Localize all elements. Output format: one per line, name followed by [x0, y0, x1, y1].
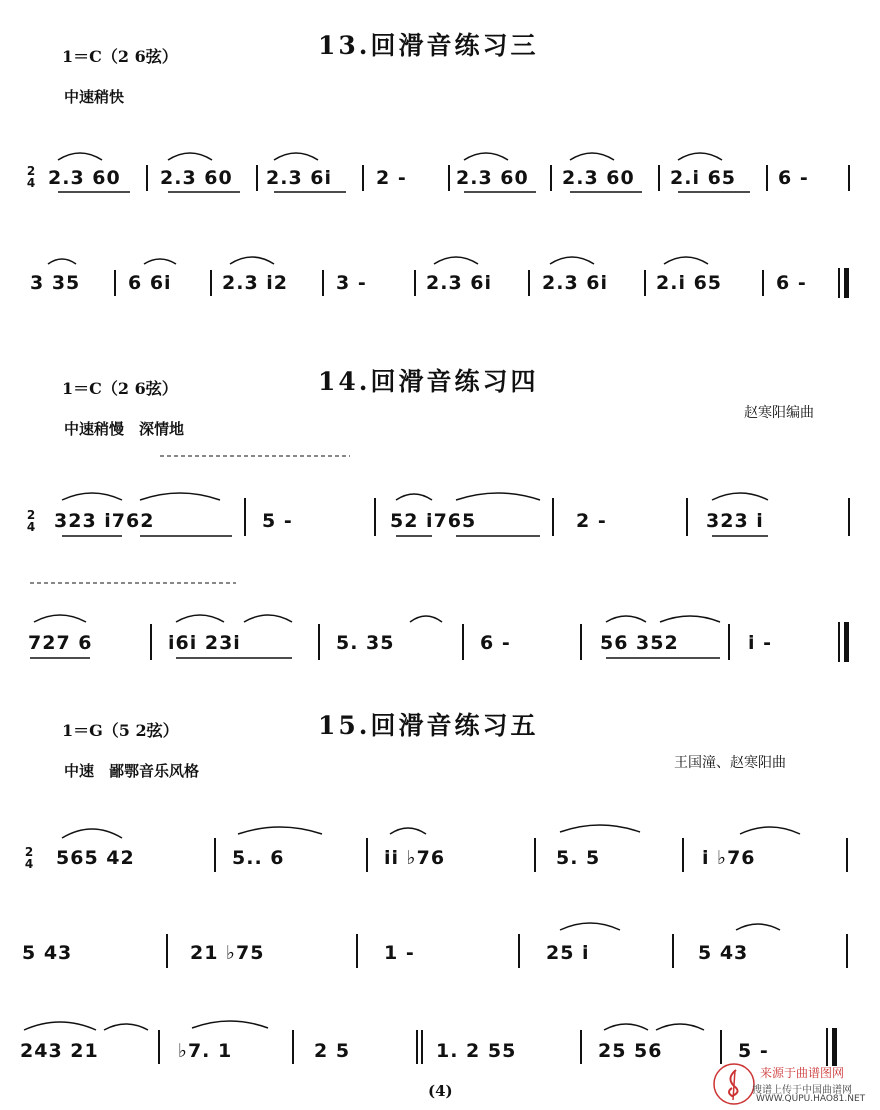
piece15-l2-m1: 5 43: [22, 942, 73, 964]
piece14-l1-m1: 323 i762: [54, 510, 155, 532]
piece13-tempo: 中速稍快: [64, 88, 125, 106]
watermark-line2: 搜谱上传于中国曲谱网: [752, 1085, 852, 1096]
piece13-l1-m1: 2.3 60: [48, 167, 121, 189]
piece15-tempo: 中速 鄙鄂音乐风格: [64, 762, 200, 780]
piece14-l1-m5: 323 i: [706, 510, 764, 532]
piece14-key: 1＝C（2 6弦）: [62, 379, 178, 398]
piece15-l3-m6: 5 -: [738, 1040, 769, 1062]
piece15-l1-m4: 5. 5: [556, 847, 601, 869]
piece15-l3-m2: ♭7. 1: [178, 1040, 233, 1062]
piece14-l2-m1: 727 6: [28, 632, 93, 654]
piece15-l1-m5: i ♭76: [702, 847, 756, 869]
piece15-l3-m4: 1. 2 55: [436, 1040, 517, 1062]
piece14-l2-m2: i6i 23i: [168, 632, 241, 654]
piece13-l2-m8: 6 -: [776, 272, 807, 294]
piece13-l2-m2: 6 6i: [128, 272, 172, 294]
piece15-l3-m1: 243 21: [20, 1040, 99, 1062]
piece13-l1-m7: 2.i 65: [670, 167, 737, 189]
piece13-time-signature: 2 4: [26, 164, 36, 190]
piece14-l1-m3: 52 i765: [390, 510, 477, 532]
piece14-l2-m5: 56 352: [600, 632, 679, 654]
piece15-l2-m5: 5 43: [698, 942, 749, 964]
piece13-l2-m7: 2.i 65: [656, 272, 723, 294]
slur-marks: [24, 153, 800, 1030]
piece15-l1-m2: 5.. 6: [232, 847, 285, 869]
piece15-l2-m3: 1 -: [384, 942, 415, 964]
piece13-l1-m4: 2 -: [376, 167, 407, 189]
piece13-l1-m6: 2.3 60: [562, 167, 635, 189]
piece14-composer: 赵寒阳编曲: [744, 405, 814, 421]
piece13-l2-m4: 3 -: [336, 272, 367, 294]
piece13-l1-m2: 2.3 60: [160, 167, 233, 189]
piece13-l2-m1: 3 35: [30, 272, 81, 294]
piece15-l2-m4: 25 i: [546, 942, 590, 964]
piece15-l1-m1: 565 42: [56, 847, 135, 869]
piece13-l2-m6: 2.3 6i: [542, 272, 609, 294]
piece13-l1-m5: 2.3 60: [456, 167, 529, 189]
piece13-l1-m3: 2.3 6i: [266, 167, 333, 189]
watermark-line1: 来源于曲谱图网: [760, 1066, 845, 1080]
piece15-l3-m5: 25 56: [598, 1040, 663, 1062]
piece13-l1-m8: 6 -: [778, 167, 809, 189]
piece15-composer: 王国潼、赵寒阳曲: [674, 755, 786, 771]
piece13-title: 13.回滑音练习三: [318, 31, 539, 60]
piece14-l1-m2: 5 -: [262, 510, 293, 532]
piece15-l3-m3: 2 5: [314, 1040, 351, 1062]
piece14-l2-m6: i -: [748, 632, 773, 654]
piece14-l1-m4: 2 -: [576, 510, 607, 532]
page-number: (4): [428, 1082, 453, 1100]
piece14-time-signature: 2 4: [26, 508, 36, 534]
watermark-logo: [712, 1062, 756, 1106]
piece15-title: 15.回滑音练习五: [318, 711, 539, 740]
beam-underlines: [30, 192, 768, 658]
piece15-l1-m3: ii ♭76: [384, 847, 446, 869]
piece14-tempo: 中速稍慢 深情地: [64, 420, 185, 438]
watermark-line3: WWW.QUPU.HAO81.NET: [756, 1094, 866, 1104]
dashed-position-lines: [30, 456, 350, 583]
piece13-l2-m3: 2.3 i2: [222, 272, 289, 294]
treble-clef-icon: [712, 1062, 756, 1106]
piece15-key: 1＝G（5 2弦）: [62, 721, 179, 740]
piece14-l2-m4: 6 -: [480, 632, 511, 654]
piece14-l2-m3: 5. 35: [336, 632, 395, 654]
piece15-l2-m2: 21 ♭75: [190, 942, 265, 964]
piece14-title: 14.回滑音练习四: [318, 367, 539, 396]
piece15-time-signature: 2 4: [24, 845, 34, 871]
piece13-key: 1＝C（2 6弦）: [62, 47, 178, 66]
piece13-l2-m5: 2.3 6i: [426, 272, 493, 294]
